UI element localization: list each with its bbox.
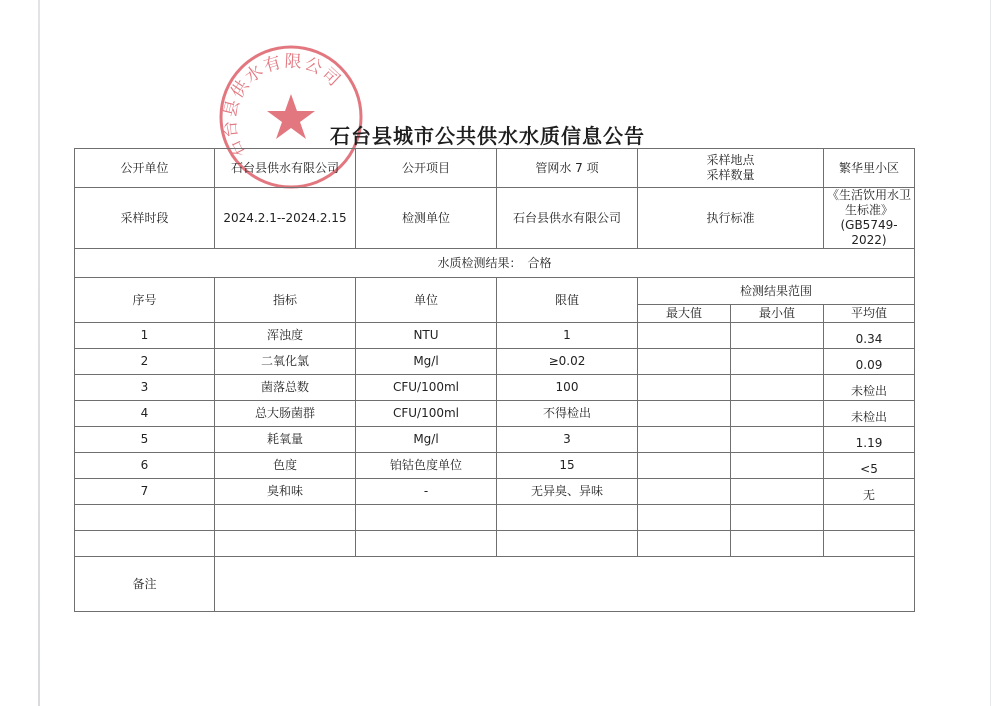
scan-edge: [38, 0, 40, 706]
row-limit: 无异臭、异味: [497, 479, 638, 505]
empty-row: [75, 505, 915, 531]
disclosure-unit-value: 石台县供水有限公司: [215, 149, 356, 188]
row-avg: [824, 427, 915, 453]
row-avg: [824, 479, 915, 505]
row-max: [638, 427, 731, 453]
table-row: [75, 453, 915, 479]
col-header-no: 序号: [75, 278, 215, 323]
remark-label: 备注: [75, 557, 215, 612]
sampling-count-label-line: 采样数量: [706, 168, 755, 182]
row-limit: ≥0.02: [497, 349, 638, 375]
standard-value: 《生活饮用水卫生标准》(GB5749-2022): [824, 188, 915, 249]
row-avg: [824, 453, 915, 479]
row-max: [638, 479, 731, 505]
row-avg-value: 未检出: [851, 384, 888, 398]
row-min: [731, 375, 824, 401]
row-unit: Mg/l: [356, 427, 497, 453]
row-unit: -: [356, 479, 497, 505]
testing-unit-label: 检测单位: [356, 188, 497, 249]
empty-row: [75, 531, 915, 557]
row-indicator: 二氧化氯: [215, 349, 356, 375]
col-header-indicator: 指标: [215, 278, 356, 323]
row-no: 5: [75, 427, 215, 453]
water-quality-table: [74, 148, 915, 612]
row-limit: 1: [497, 323, 638, 349]
col-header-avg: 平均值: [824, 305, 915, 323]
row-no: 4: [75, 401, 215, 427]
row-limit: 不得检出: [497, 401, 638, 427]
row-avg: [824, 375, 915, 401]
row-min: [731, 349, 824, 375]
row-no: 7: [75, 479, 215, 505]
row-max: [638, 349, 731, 375]
result-summary: 水质检测结果： 合格: [75, 249, 915, 278]
col-header-unit: 单位: [356, 278, 497, 323]
table-row: [75, 375, 915, 401]
row-unit: CFU/100ml: [356, 401, 497, 427]
row-avg-value: 未检出: [851, 410, 888, 424]
table-row: [75, 427, 915, 453]
row-min: [731, 427, 824, 453]
row-unit: 铂钴色度单位: [356, 453, 497, 479]
row-indicator: 浑浊度: [215, 323, 356, 349]
svg-text:石台县供水有限公司: 石台县供水有限公司: [220, 51, 346, 161]
row-limit: 100: [497, 375, 638, 401]
row-indicator: 臭和味: [215, 479, 356, 505]
row-avg-value: 0.34: [855, 332, 883, 346]
row-indicator: 色度: [215, 453, 356, 479]
row-avg-value: <5: [860, 462, 878, 476]
row-min: [731, 401, 824, 427]
table-row: [75, 349, 915, 375]
sampling-period-value: 2024.2.1--2024.2.15: [215, 188, 356, 249]
row-unit: CFU/100ml: [356, 375, 497, 401]
col-header-range: 检测结果范围: [638, 278, 915, 305]
remark-content: [215, 557, 915, 612]
row-min: [731, 323, 824, 349]
row-avg: [824, 401, 915, 427]
row-indicator: 总大肠菌群: [215, 401, 356, 427]
row-max: [638, 453, 731, 479]
row-indicator: 菌落总数: [215, 375, 356, 401]
row-max: [638, 375, 731, 401]
testing-unit-value: 石台县供水有限公司: [497, 188, 638, 249]
sampling-period-label: 采样时段: [75, 188, 215, 249]
row-unit: Mg/l: [356, 349, 497, 375]
page-title: 石台县城市公共供水水质信息公告: [330, 124, 645, 148]
project-label: 公开项目: [356, 149, 497, 188]
table-row: [75, 479, 915, 505]
row-no: 2: [75, 349, 215, 375]
disclosure-unit-label: 公开单位: [75, 149, 215, 188]
row-min: [731, 479, 824, 505]
table-row: [75, 323, 915, 349]
row-avg-value: 无: [863, 488, 876, 502]
seal-star-icon: [267, 94, 315, 139]
row-no: 3: [75, 375, 215, 401]
sampling-site-value: 繁华里小区: [824, 149, 915, 188]
row-no: 1: [75, 323, 215, 349]
col-header-limit: 限值: [497, 278, 638, 323]
table-row: [75, 401, 915, 427]
project-value: 管网水 7 项: [497, 149, 638, 188]
row-avg-value: 0.09: [855, 358, 883, 372]
row-no: 6: [75, 453, 215, 479]
col-header-max: 最大值: [638, 305, 731, 323]
row-avg: [824, 349, 915, 375]
row-avg-value: 1.19: [855, 436, 883, 450]
row-max: [638, 401, 731, 427]
row-max: [638, 323, 731, 349]
standard-label: 执行标准: [638, 188, 824, 249]
row-min: [731, 453, 824, 479]
row-avg: [824, 323, 915, 349]
row-indicator: 耗氧量: [215, 427, 356, 453]
row-unit: NTU: [356, 323, 497, 349]
sampling-site-label-line: 采样地点: [706, 153, 755, 167]
scan-edge: [990, 0, 991, 706]
col-header-min: 最小值: [731, 305, 824, 323]
sampling-site-label: [638, 149, 824, 188]
row-limit: 3: [497, 427, 638, 453]
row-limit: 15: [497, 453, 638, 479]
